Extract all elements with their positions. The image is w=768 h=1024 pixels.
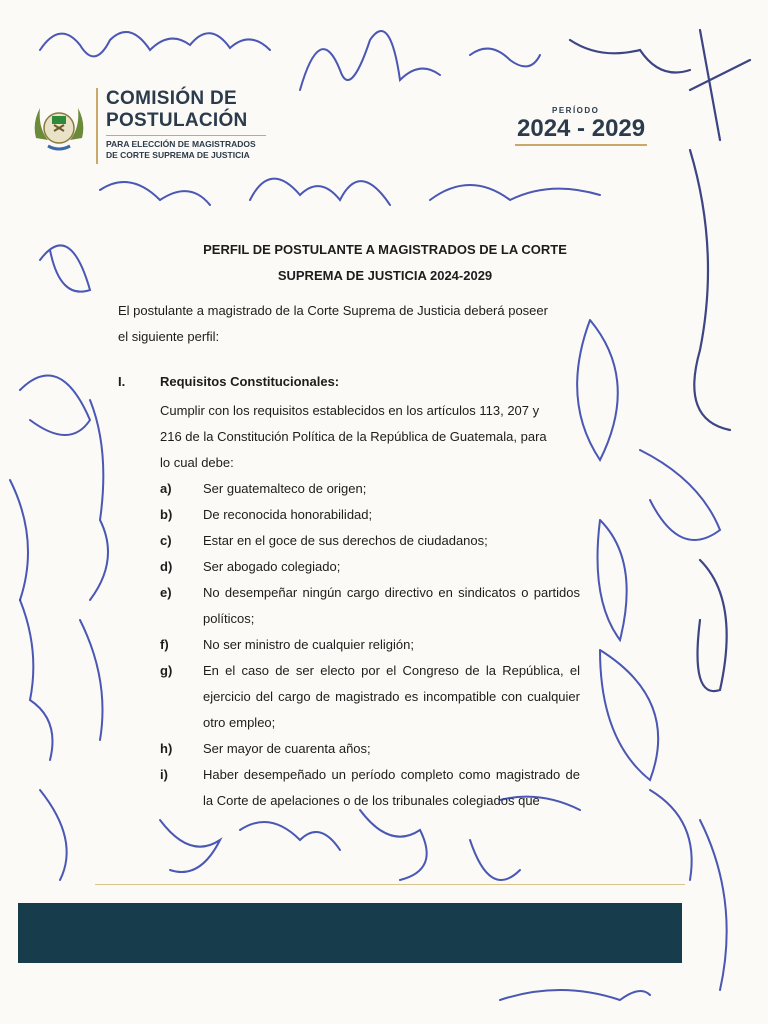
document-title-line1: PERFIL DE POSTULANTE A MAGISTRADOS DE LA CORTE (203, 242, 567, 257)
requirement-item (160, 554, 580, 580)
signature-scribble (360, 810, 427, 880)
org-subtitle: PARA ELECCIÓN DE MAGISTRADOS DE CORTE SUPREMA DE JUSTICIA (106, 139, 256, 160)
intro-line1: El postulante a magistrado de la Corte Suprema de Justicia deberá poseer (118, 303, 548, 318)
period-label: PERÍODO (552, 106, 600, 115)
requirement-letter: h) (160, 741, 173, 756)
requirement-letter: a) (160, 481, 172, 496)
requirement-letter: e) (160, 585, 172, 600)
signature-scribble (240, 822, 340, 850)
requirement-item (160, 528, 580, 554)
requirement-letter: b) (160, 507, 173, 522)
footer-rule (95, 884, 685, 885)
requirement-item (160, 632, 580, 658)
signature-scribble (20, 600, 53, 760)
signature-scribble (20, 375, 90, 435)
requirement-text: Ser guatemalteco de origen; (203, 481, 367, 496)
signature-scribble (570, 40, 690, 73)
signature-scribble (470, 840, 520, 880)
signature-scribble (650, 790, 692, 880)
requirement-text: No ser ministro de cualquier religión; (203, 637, 414, 652)
signature-scribble (700, 820, 727, 990)
signature-scribble (250, 179, 390, 205)
section-body-line2: 216 de la Constitución Política de la República de Guatemala, para (160, 429, 547, 444)
signature-scribble (600, 650, 658, 780)
requirement-letter: i) (160, 767, 168, 782)
period-rule (515, 144, 647, 146)
coat-of-arms-icon (28, 98, 90, 158)
signature-scribble (40, 790, 67, 880)
signature-scribble (80, 620, 103, 740)
signature-scribble (160, 820, 220, 872)
signature-scribble (698, 560, 727, 691)
signature-scribble (640, 450, 720, 540)
signature-scribble (10, 480, 28, 600)
section-title: Requisitos Constitucionales: (160, 374, 340, 389)
signature-scribble (300, 31, 440, 90)
signature-scribble (90, 400, 108, 600)
signature-scribble (470, 49, 540, 67)
requirement-letter: g) (160, 663, 173, 678)
period-value: 2024 - 2029 (517, 115, 646, 142)
signature-scribble (598, 520, 627, 640)
requirement-item (160, 502, 580, 528)
requirement-text: No desempeñar ningún cargo directivo en sindicatos o partidos políticos; (203, 585, 580, 626)
requirement-item (160, 736, 580, 762)
org-title: COMISIÓN DE POSTULACIÓN (106, 88, 248, 131)
signature-scribble (40, 32, 270, 56)
requirement-text: Haber desempeñado un período completo como magistrado de la Corte de apelaciones o de los tribunales colegiados que (203, 767, 580, 808)
requirement-letter: c) (160, 533, 172, 548)
requirement-text: Ser mayor de cuarenta años; (203, 741, 371, 756)
requirement-item (160, 580, 580, 632)
document-title-line2: SUPREMA DE JUSTICIA 2024-2029 (277, 268, 493, 283)
header-divider (96, 88, 98, 164)
signature-scribble (690, 30, 750, 140)
intro-line2: el siguiente perfil: (118, 329, 220, 344)
requirement-text: Estar en el goce de sus derechos de ciudadanos; (203, 533, 488, 548)
signature-scribble (500, 990, 650, 1000)
requirement-text: De reconocida honorabilidad; (203, 507, 373, 522)
signature-scribble (100, 182, 210, 205)
requirement-letter: f) (160, 637, 169, 652)
section-body-line1: Cumplir con los requisitos establecidos en los artículos 113, 207 y (160, 403, 540, 418)
signature-scribble (577, 320, 618, 460)
signature-scribble (690, 150, 730, 430)
requirement-text: Ser abogado colegiado; (203, 559, 341, 574)
signature-scribble (430, 185, 600, 200)
requirement-item (160, 476, 580, 502)
requirement-item (160, 762, 580, 814)
requirement-text: En el caso de ser electo por el Congreso de la República, el ejercicio del cargo de magistrado es incompatible con cualquier otro empleo; (203, 663, 580, 730)
requirement-letter: d) (160, 559, 173, 574)
signature-scribble (40, 245, 90, 291)
requirement-item (160, 658, 580, 736)
section-body-line3: lo cual debe: (160, 455, 234, 470)
footer-band (18, 903, 682, 963)
org-title-rule (106, 135, 266, 136)
section-number: I. (118, 374, 126, 389)
